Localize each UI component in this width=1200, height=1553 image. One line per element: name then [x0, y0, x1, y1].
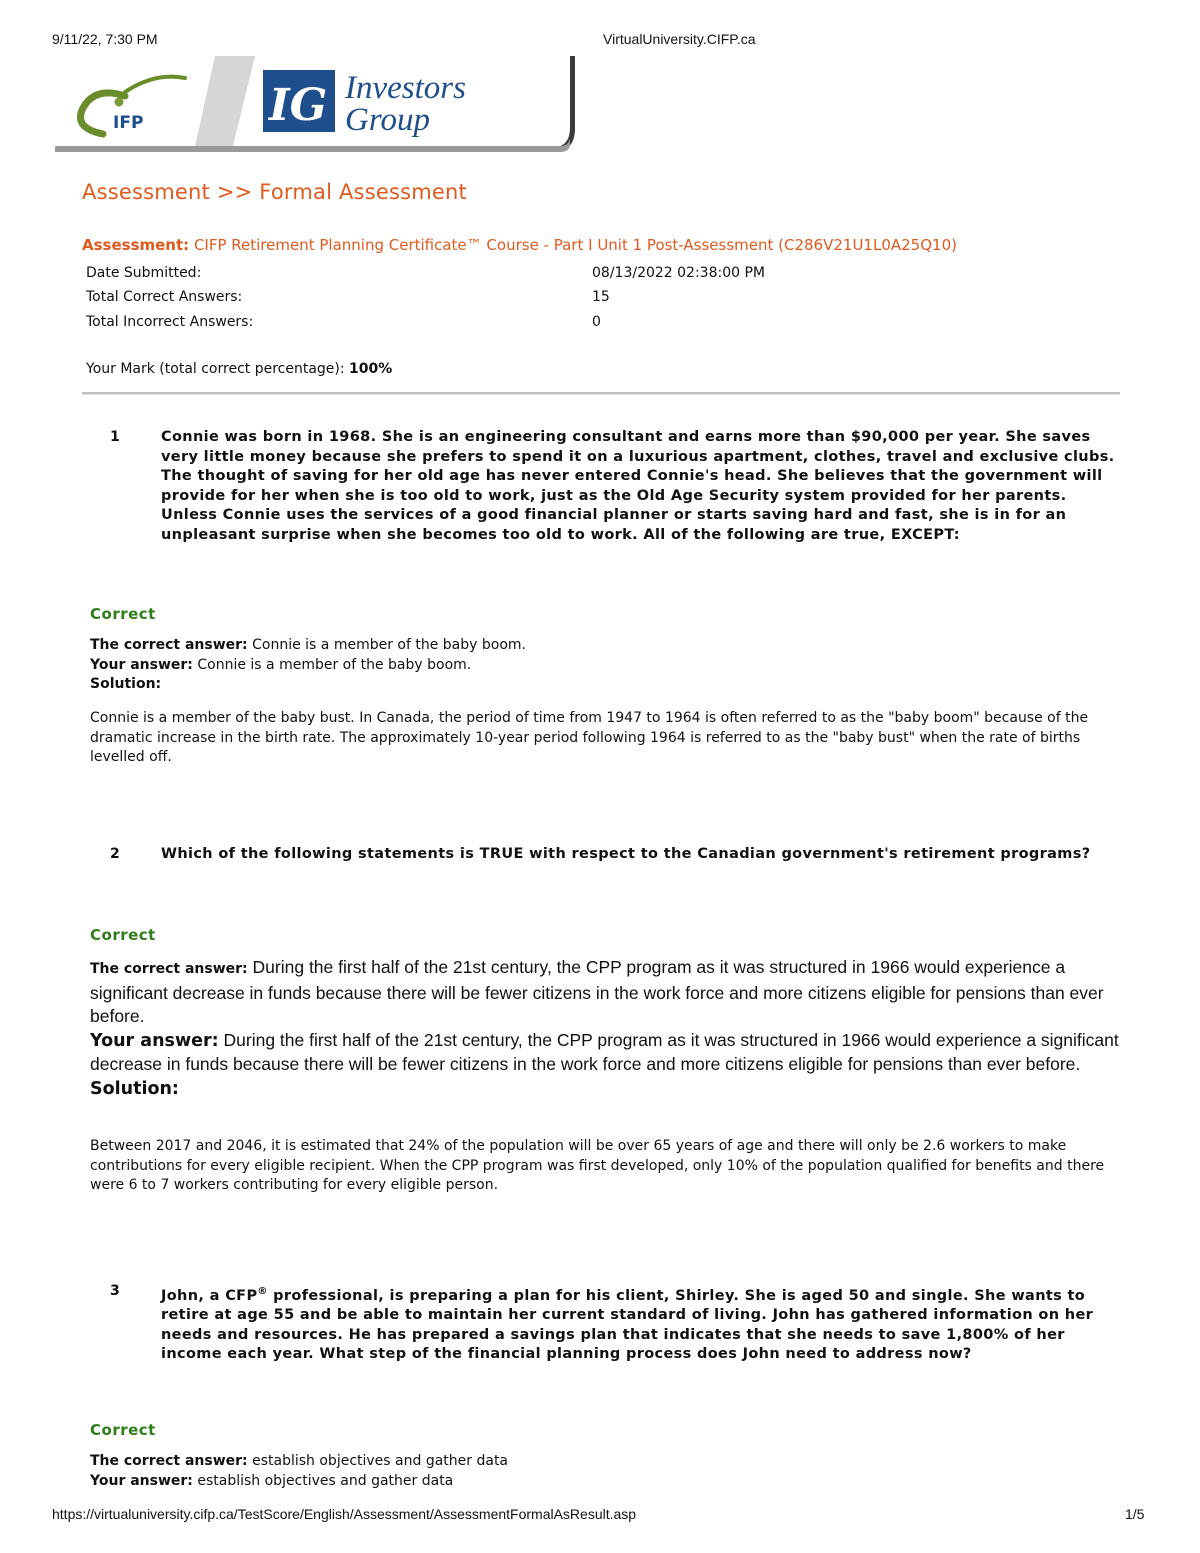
- solution-label: Solution:: [90, 676, 162, 692]
- your-mark: [86, 361, 392, 377]
- assessment-name: CIFP Retirement Planning Certificate™ Course - Part I Unit 1 Post-Assessment (C286V21U1L0A25Q10): [193, 236, 957, 254]
- correct-answer: During the first half of the 21st century, the CPP program as it was structured in 1966 would experience a significant decrease in funds because there will be fewer citizens in the work force and more citizens eligible for pensions than ever before.: [90, 957, 1104, 1026]
- status-correct: Correct: [90, 605, 156, 623]
- date-submitted-value: 08/13/2022 02:38:00 PM: [592, 265, 765, 281]
- total-incorrect-value: 0: [592, 314, 601, 330]
- total-correct-label: Total Correct Answers:: [86, 289, 243, 305]
- investors-text: Investors: [345, 70, 466, 106]
- print-datetime: 9/11/22, 7:30 PM: [52, 31, 158, 47]
- cifp-logo-icon: [81, 77, 186, 134]
- question-text: Connie was born in 1968. She is an engineering consultant and earns more than $90,000 per year. She saves very little money because she prefers to spend it on a luxurious apartment, clothes, travel and exclusive clubs. The thought of saving for her old age has never entered Connie's head. She believes that the government will provide for her when she is too old to work, just as the Old Age Security system provided for her parents. Unless Connie uses the services of a good financial planner or starts saving hard and fast, she is in for an unpleasant surprise when she becomes too old to work. All of the following are true, EXCEPT:: [161, 429, 1115, 543]
- assessment-label: Assessment:: [82, 236, 190, 254]
- solution-label: Solution:: [90, 1078, 179, 1099]
- status-correct: Correct: [90, 926, 156, 944]
- correct-answer: Connie is a member of the baby boom.: [252, 637, 526, 653]
- print-site-title: VirtualUniversity.CIFP.ca: [603, 31, 756, 47]
- page-title: Assessment >> Formal Assessment: [82, 180, 467, 204]
- correct-answer-label: The correct answer:: [90, 637, 248, 653]
- correct-answer-label: The correct answer:: [90, 1453, 248, 1469]
- answer-block: [90, 956, 1120, 1101]
- divider: [82, 392, 1120, 395]
- solution-text: Between 2017 and 2046, it is estimated that 24% of the population will be over 65 years of age and there will only be 2.6 workers to make contributions for every eligible recipient. When the CPP program was first developed, only 10% of the population qualified for benefits and there were 6 to 7 workers contributing for every eligible person.: [90, 1138, 1105, 1193]
- your-answer: During the first half of the 21st century, the CPP program as it was structured in 1966 would experience a significant decrease in funds because there will be fewer citizens in the work force and more citizens eligible for pensions than ever before.: [90, 1029, 1119, 1074]
- your-answer: Connie is a member of the baby boom.: [197, 656, 472, 673]
- mark-label: Your Mark (total correct percentage):: [86, 361, 345, 377]
- your-answer: establish objectives and gather data: [197, 1472, 454, 1489]
- answer-block: [90, 636, 1120, 695]
- answer-block: [90, 1452, 1120, 1491]
- logo-banner: [55, 56, 575, 156]
- your-answer-label: Your answer:: [90, 1030, 219, 1051]
- question-number: 3: [110, 1283, 120, 1299]
- svg-text:IG: IG: [269, 80, 328, 131]
- ig-logo-icon: [263, 70, 335, 132]
- group-text: Group: [345, 102, 430, 138]
- question-text: Which of the following statements is TRUE with respect to the Canadian government's retirement programs?: [161, 846, 1091, 862]
- total-incorrect-label: Total Incorrect Answers:: [86, 314, 254, 330]
- total-correct-value: 15: [592, 289, 610, 305]
- solution-text: Connie is a member of the baby bust. In Canada, the period of time from 1947 to 1964 is often referred to as the "baby boom" because of the dramatic increase in the birth rate. The approximately 10-year period following 1964 is referred to as the "baby bust" when the rate of births levelled off.: [90, 710, 1089, 765]
- your-answer-label: Your answer:: [90, 656, 193, 673]
- question-text: John, a CFP® professional, is preparing a plan for his client, Shirley. She is aged 50 and single. She wants to retire at age 55 and be able to maintain her current standard of living. John has gathered information on her needs and resources. He has prepared a savings plan that indicates that she needs to save 1,800% of her income each year. What step of the financial planning process does John need to address now?: [161, 1286, 1094, 1363]
- correct-answer-label: The correct answer:: [90, 961, 248, 977]
- question-number: 1: [110, 429, 120, 445]
- your-answer-label: Your answer:: [90, 1472, 193, 1489]
- page-number: 1/5: [1125, 1506, 1145, 1522]
- question-number: 2: [110, 846, 120, 862]
- date-submitted-label: Date Submitted:: [86, 265, 202, 281]
- correct-answer: establish objectives and gather data: [252, 1453, 509, 1469]
- mark-value: 100%: [349, 361, 393, 377]
- status-correct: Correct: [90, 1421, 156, 1439]
- assessment-line: [82, 236, 957, 254]
- print-url: https://virtualuniversity.cifp.ca/TestScore/English/Assessment/AssessmentFormalAsResult.asp: [52, 1506, 637, 1522]
- cifp-logo-text: IFP: [113, 113, 144, 133]
